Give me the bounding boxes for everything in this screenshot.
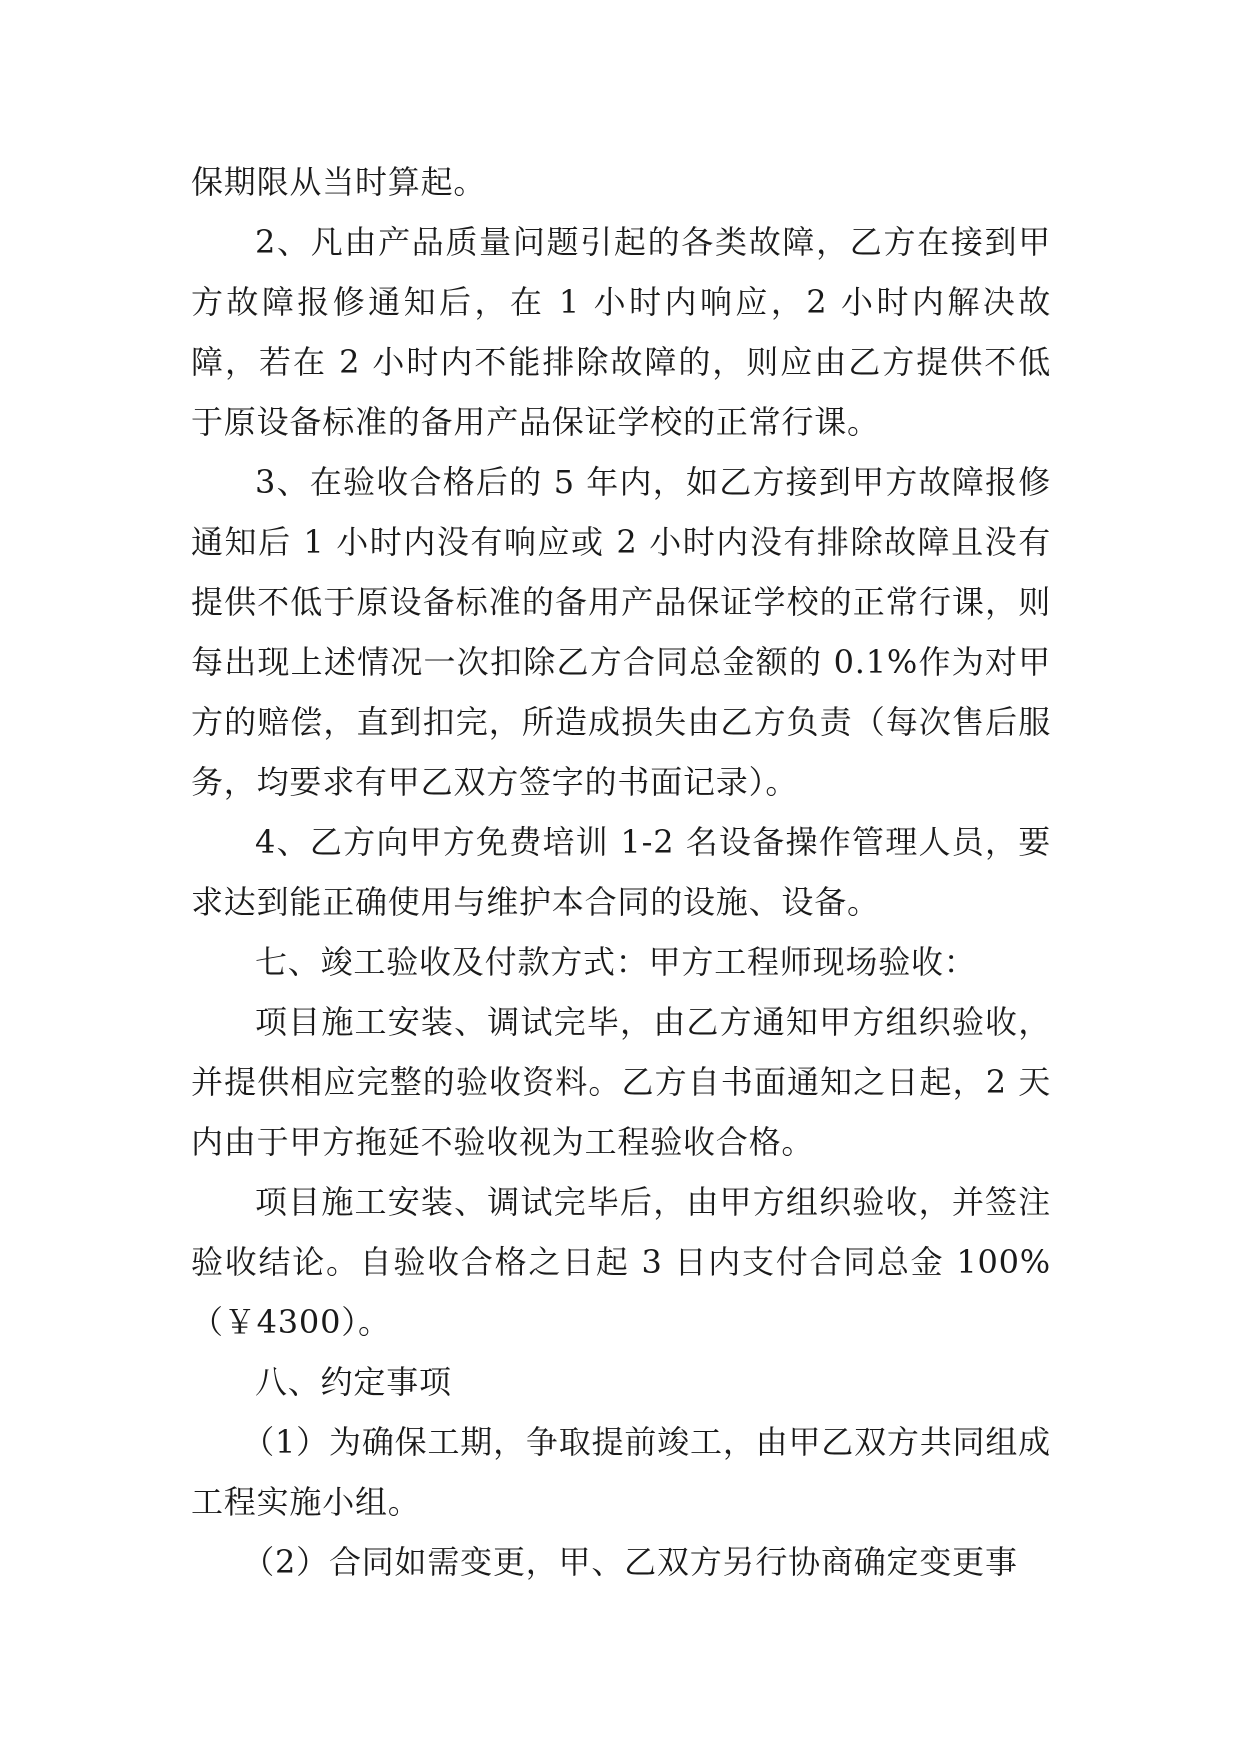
section-heading-acceptance: 七、竣工验收及付款方式：甲方工程师现场验收： — [255, 943, 977, 981]
paragraph-fault-response: 2、凡由产品质量问题引起的各类故障，乙方在接到甲方故障报修通知后，在 1 小时内响应，2 小时内解决故障，若在 2 小时内不能排除故障的，则应由乙方提供不低于原设备标准的备用产品保证学校的正常行课。 — [191, 223, 1051, 441]
section-heading-agreements: 八、约定事项 — [255, 1363, 452, 1401]
paragraph-payment: 项目施工安装、调试完毕后，由甲方组织验收，并签注验收结论。自验收合格之日起 3 日内支付合同总金 100%（￥4300）。 — [191, 1183, 1051, 1341]
contract-body — [191, 152, 1051, 1592]
paragraph-warranty-start: 保期限从当时算起。 — [191, 163, 487, 201]
agreement-item-2: （2）合同如需变更，甲、乙双方另行协商确定变更事 — [242, 1543, 1018, 1581]
agreement-item-1: （1）为确保工期，争取提前竣工，由甲乙双方共同组成工程实施小组。 — [191, 1423, 1051, 1521]
paragraph-penalty: 3、在验收合格后的 5 年内，如乙方接到甲方故障报修通知后 1 小时内没有响应或 2 小时内没有排除故障且没有提供不低于原设备标准的备用产品保证学校的正常行课，则每出现上述情况一次扣除乙方合同总金额的 0.1%作为对甲方的赔偿，直到扣完，所造成损失由乙方负责（每次售后服务，均要求有甲乙双方签字的书面记录）。 — [191, 463, 1051, 801]
paragraph-acceptance-notice: 项目施工安装、调试完毕，由乙方通知甲方组织验收，并提供相应完整的验收资料。乙方自书面通知之日起，2 天内由于甲方拖延不验收视为工程验收合格。 — [191, 1003, 1051, 1161]
paragraph-training: 4、乙方向甲方免费培训 1-2 名设备操作管理人员，要求达到能正确使用与维护本合同的设施、设备。 — [191, 823, 1051, 921]
